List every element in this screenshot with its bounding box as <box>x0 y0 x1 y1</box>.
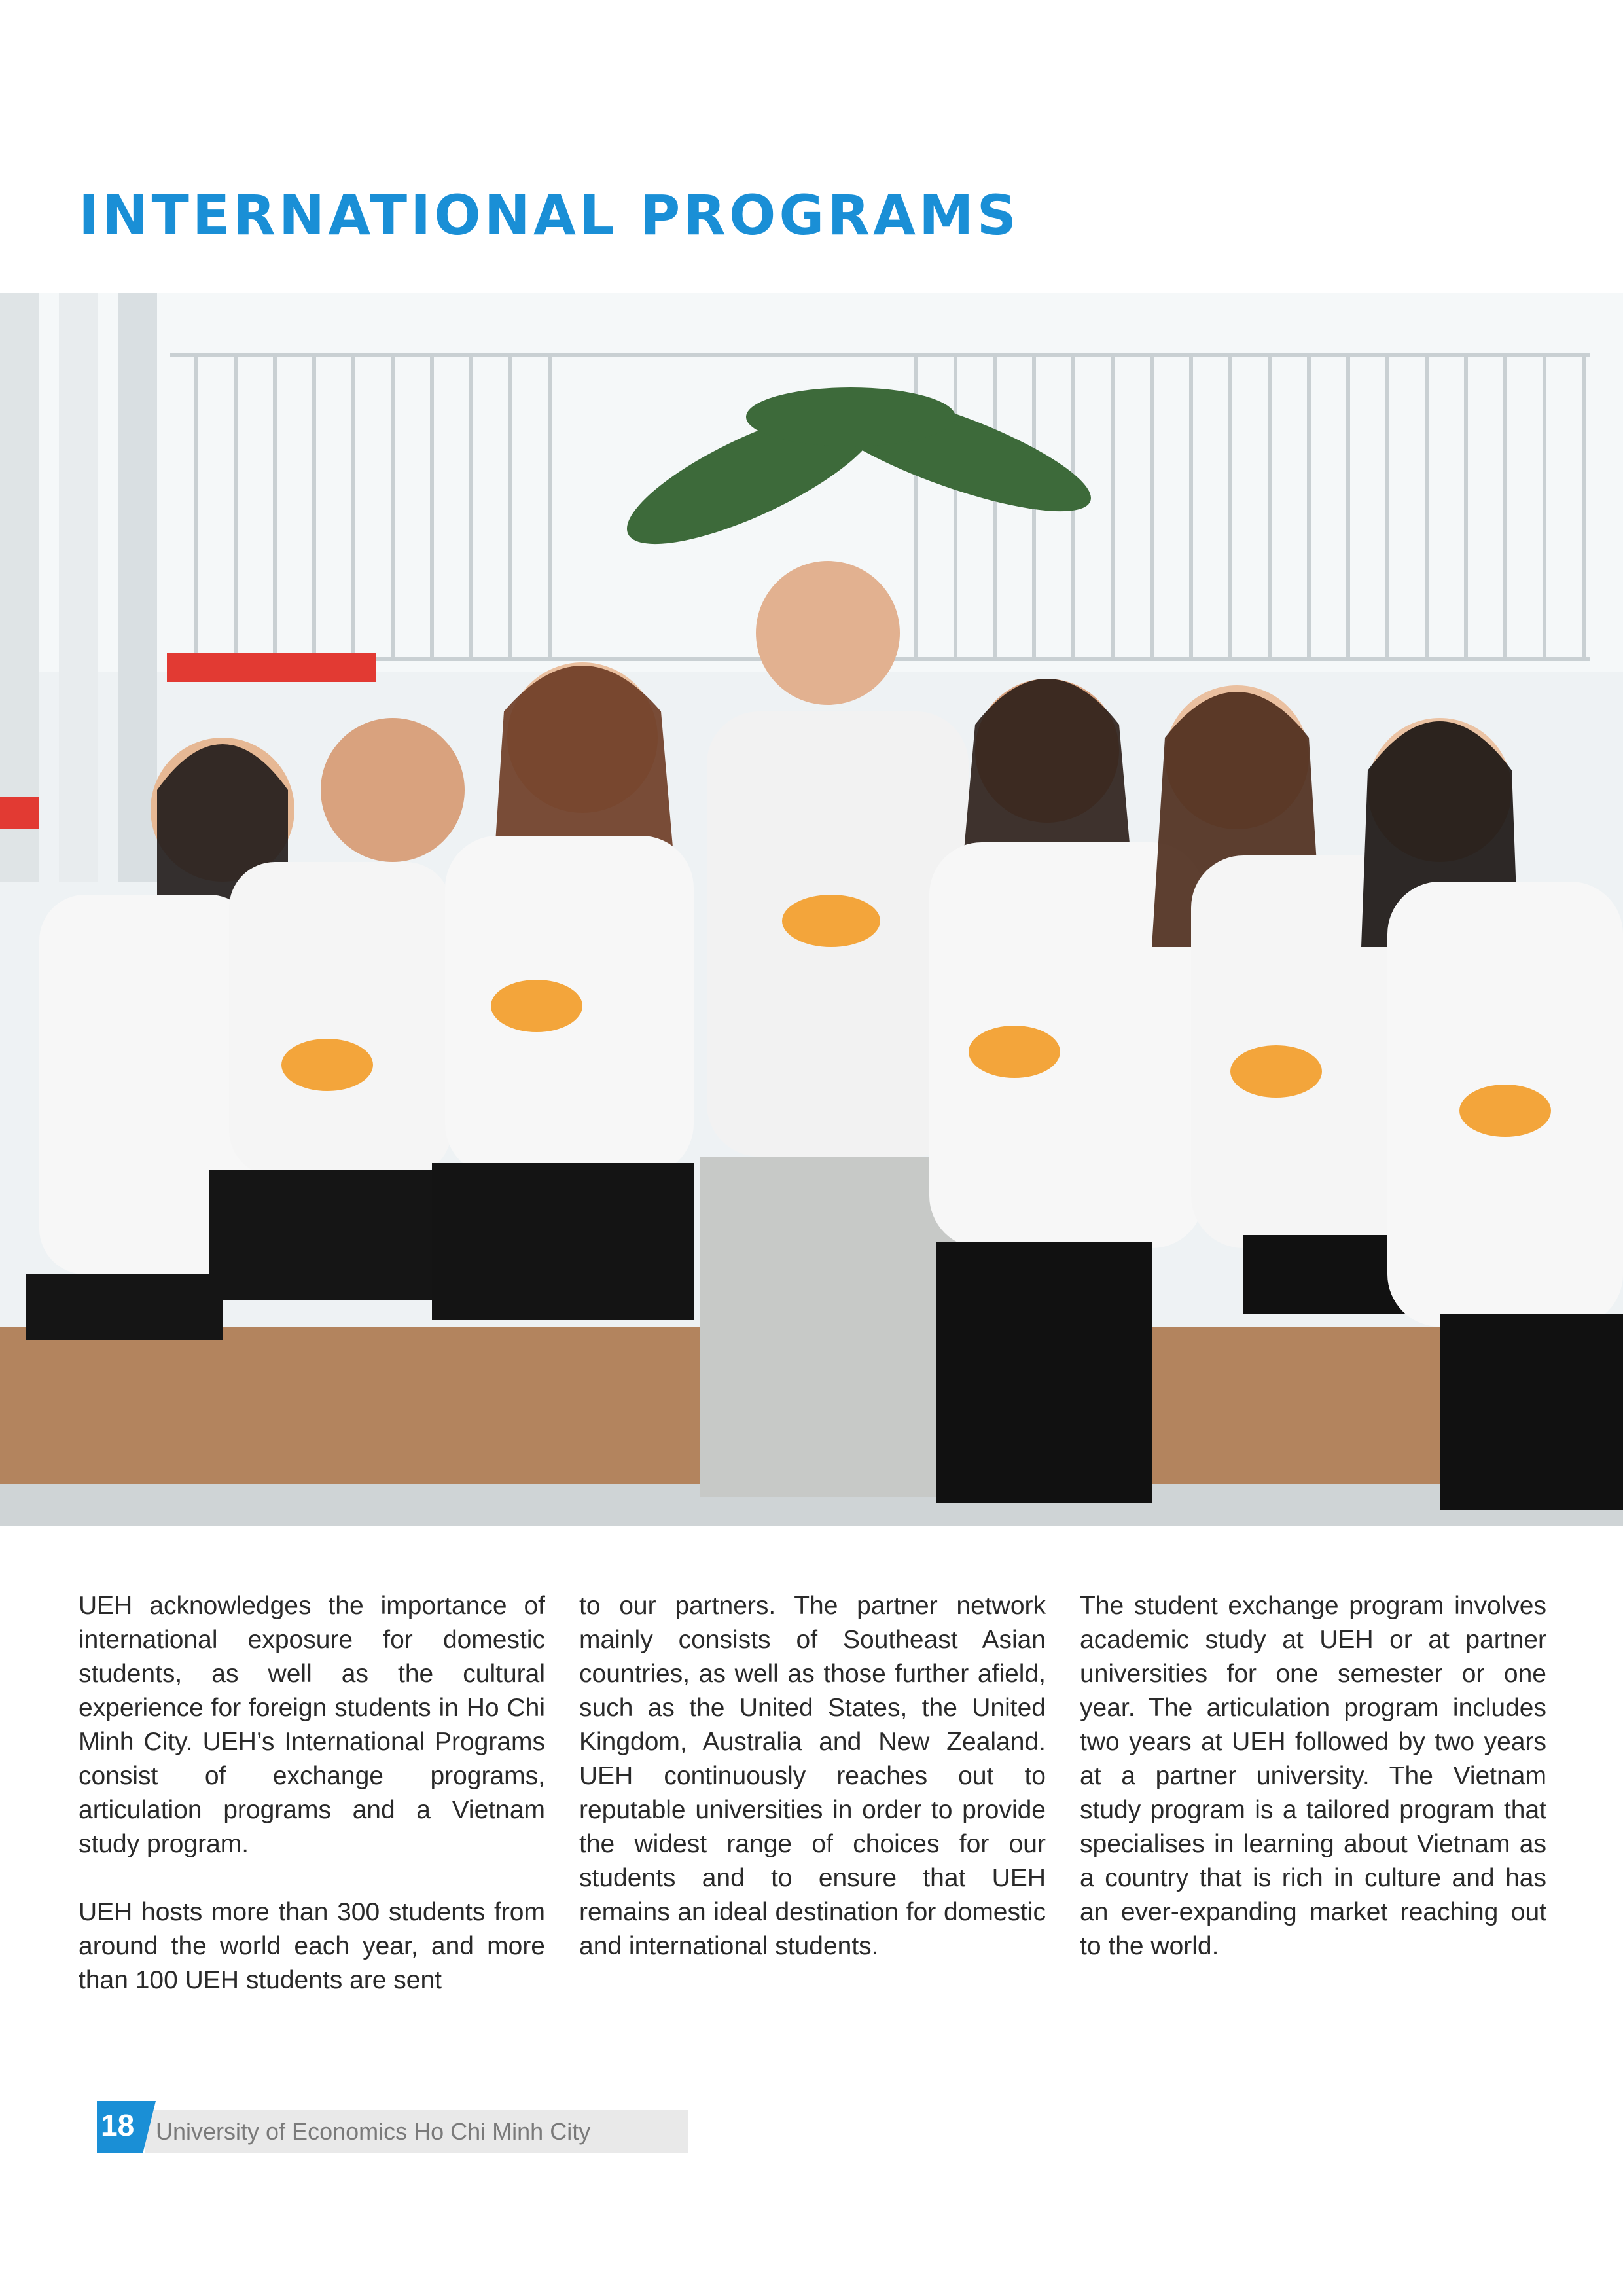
column-3 <box>1080 1589 1546 1998</box>
body-text <box>79 1589 1546 1994</box>
page-footer <box>97 2101 594 2153</box>
page-number: 18 <box>101 2108 135 2142</box>
paragraph: UEH hosts more than 300 students from around the world each year, and more than 100 UEH students are sent <box>79 1898 545 1994</box>
footer-publisher: University of Economics Ho Chi Minh City <box>156 2118 591 2145</box>
page-title: INTERNATIONAL PROGRAMS <box>79 183 1020 247</box>
group-photo <box>0 293 1623 1526</box>
paragraph: to our partners. The partner network mainly consists of Southeast Asian countries, as well as those further afield, such as the United States, the United Kingdom, Australia and New Zealand. UEH continuously reaches out to reputable universities in order to provide the widest range of choices for our students and to ensure that UEH remains an ideal destination for domestic and international students. <box>579 1592 1046 1960</box>
column-1 <box>79 1589 545 2032</box>
column-2 <box>579 1589 1046 1998</box>
paragraph: UEH acknowledges the importance of international exposure for domestic students, as well as the cultural experience for foreign students in Ho Chi Minh City. UEH’s International Programs consist of exchange programs, articulation programs and a Vietnam study program. <box>79 1592 545 1858</box>
paragraph: The student exchange program involves academic study at UEH or at partner universities for one semester or one year. The articulation program includes two years at UEH followed by two years at a partner university. The Vietnam study program is a tailored program that specialises in learning about Vietnam as a country that is rich in culture and has an ever-expanding market reaching out to the world. <box>1080 1592 1546 1960</box>
